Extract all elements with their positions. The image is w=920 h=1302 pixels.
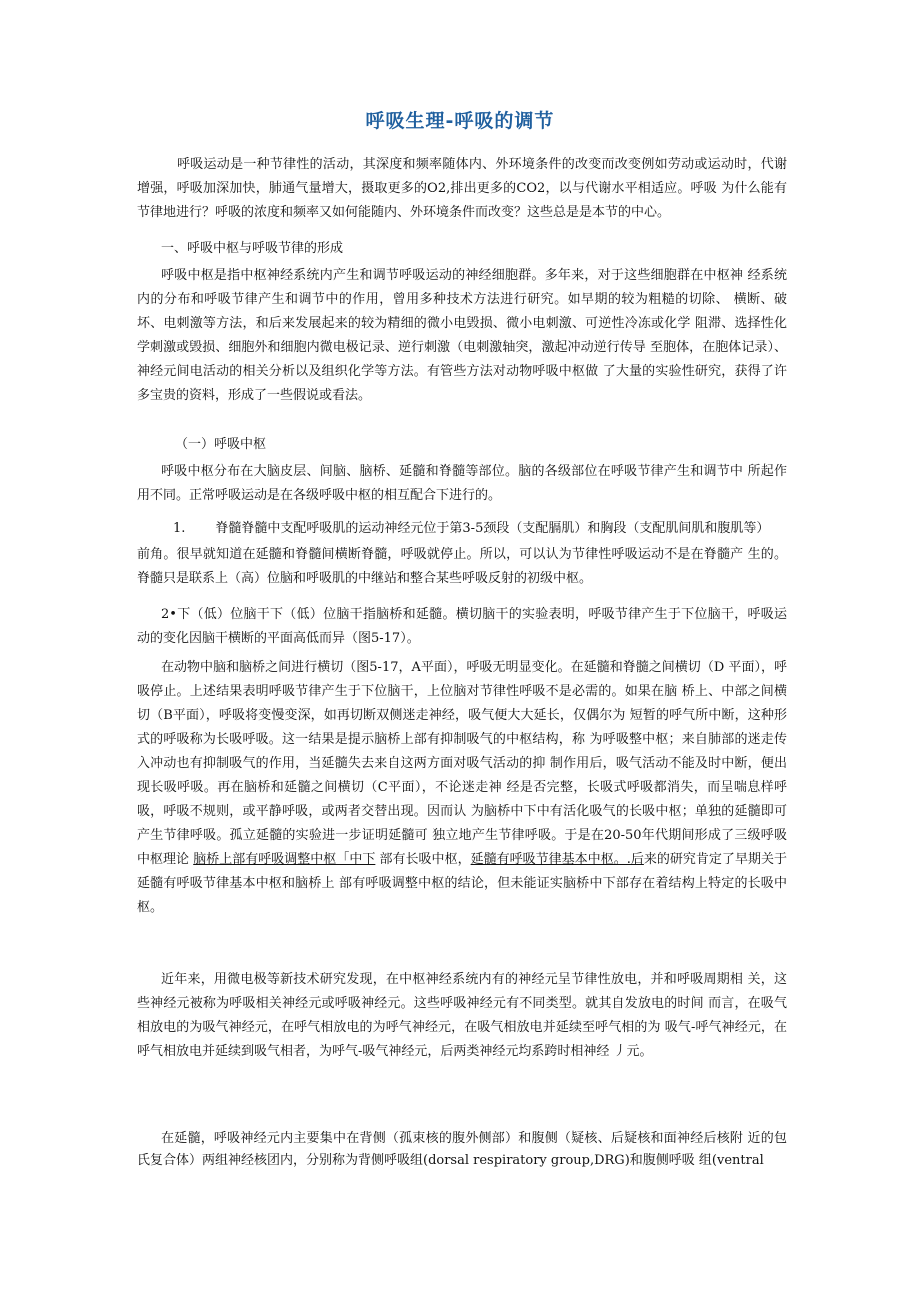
list-item-spinal: [137, 517, 787, 541]
paragraph-medulla: 在延髓，呼吸神经元内主要集中在背侧（孤束核的腹外侧部）和腹侧（疑核、后疑核和面神经后核附 近的包氏复合体）两组神经核团内，分别称为背侧呼吸组(dorsal respiratory group,DRG)和腹侧呼吸 组(ventral: [137, 1131, 787, 1168]
experiment-text-end: 来的研究肯定了早期关于延髓有呼吸节律基本中枢和脑桥上 部有呼吸调整中枢的结论，但未能证实脑桥中下部存在着结构上特定的长吸中枢。: [137, 852, 787, 915]
paragraph-center-definition: 呼吸中枢是指中枢神经系统内产生和调节呼吸运动的神经细胞群。多年来，对于这些细胞群在中枢神 经系统内的分布和呼吸节律产生和调节中的作用，曾用多种技术方法进行研究。如早期的较为粗糙的切除、 横断、破坏、电刺激等方法，和后来发展起来的较为精细的微小电毁损、微小电刺激、可逆性冷冻或化学 阻滞、选择性化学刺激或毁损、细胞外和细胞内微电极记录、逆行刺激（电刺激轴突，激起冲动逆行传导 至胞体，在胞体记录）、神经元间电活动的相关分析以及组织化学等方法。有管些方法对动物呼吸中枢做 了大量的实验性研究，获得了许多宝贵的资料，形成了一些假说或看法。: [137, 268, 787, 403]
paragraph-recent-research: 近年来，用微电极等新技术研究发现，在中枢神经系统内有的神经元呈节律性放电，并和呼吸周期相 关，这些神经元被称为呼吸相关神经元或呼吸神经元。这些呼吸神经元有不同类型。就其自发放电的时间 而言，在吸气相放电的为吸气神经元，在呼气相放电的为呼气神经元，在吸气相放电并延续至呼气相的为 吸气-呼气神经元，在呼气相放电并延续到吸气相者，为呼气-吸气神经元，后两类神经元均系跨时相神经 丿元。: [137, 972, 787, 1059]
intro-paragraph: 呼吸运动是一种节律性的活动，其深度和频率随体内、外环境条件的改变而改变例如劳动或运动时，代谢增强，呼吸加深加快，肺通气量增大，摄取更多的O2,排出更多的CO2，以与代谢水平相适应。呼吸 为什么能有节律地进行？呼吸的浓度和频率又如何能随内、外环境条件而改变？这些总是是本节的中心。: [137, 157, 787, 220]
experiment-text-mid: 部有长吸中枢，: [379, 852, 471, 867]
experiment-text: 在动物中脑和脑桥之间进行横切（图5-17，A平面），呼吸无明显变化。在延髓和脊髓之间横切（D 平面），呼吸停止。上述结果表明呼吸节律产生于下位脑干，上位脑对节律性呼吸不是必需的。如果在脑 桥上、中部之间横切（B平面），呼吸将变慢变深，如再切断双侧迷走神经，吸气便大大延长，仅偶尔为 短暂的呼气所中断，这种形式的呼吸称为长吸呼吸。这一结果是提示脑桥上部有抑制吸气的中枢结构，称 为呼吸整中枢；来自肺部的迷走传入冲动也有抑制吸气的作用，当延髓失去来自这两方面对吸气活动的抑 制作用后，吸气活动不能及时中断，便出现长吸呼吸。再在脑桥和延髓之间横切（C平面），不论迷走神 经是否完整，长吸式呼吸都消失，而呈喘息样呼吸，呼吸不规则，或平静呼吸，或两者交替出现。因而认 为脑桥中下中有活化吸气的长吸中枢；单独的延髓即可产生节律呼吸。孤立延髓的实验进一步证明延髓可 独立地产生节律呼吸。于是在20-50年代期间形成了三级呼吸中枢理论: [137, 660, 787, 867]
underlined-pons-center: 脑桥上部有呼吸调整中枢「中下: [193, 852, 376, 867]
underlined-medulla-center: 延髓有呼吸节律基本中枢。.后: [470, 852, 644, 867]
list-item-text: 脊髓脊髓中支配呼吸肌的运动神经元位于第3-5颈段（支配膈肌）和胸段（支配肌间肌和腹肌等）: [215, 521, 770, 536]
section-heading: 一、呼吸中枢与呼吸节律的形成: [161, 241, 344, 256]
subsection-heading: （一）呼吸中枢: [175, 437, 267, 452]
paragraph-experiment: [137, 656, 787, 920]
document-title: 呼吸生理-呼吸的调节: [365, 110, 555, 132]
list-item-number: 1.: [173, 521, 186, 536]
paragraph-distribution: 呼吸中枢分布在大脑皮层、间脑、脑桥、延髓和脊髓等部位。脑的各级部位在呼吸节律产生和调节中 所起作用不同。正常呼吸运动是在各级呼吸中枢的相互配合下进行的。: [137, 464, 787, 503]
paragraph-spinal-continued: 前角。很早就知道在延髓和脊髓间横断脊髓，呼吸就停止。所以，可以认为节律性呼吸运动不是在脊髓产 生的。脊髓只是联系上（高）位脑和呼吸肌的中继站和整合某些呼吸反射的初级中枢。: [137, 547, 787, 586]
list-item-brainstem: 2•下（低）位脑干下（低）位脑干指脑桥和延髓。横切脑干的实验表明，呼吸节律产生于下位脑干，呼吸运动的变化因脑干横断的平面高低而异（图5-17）。: [137, 607, 787, 646]
